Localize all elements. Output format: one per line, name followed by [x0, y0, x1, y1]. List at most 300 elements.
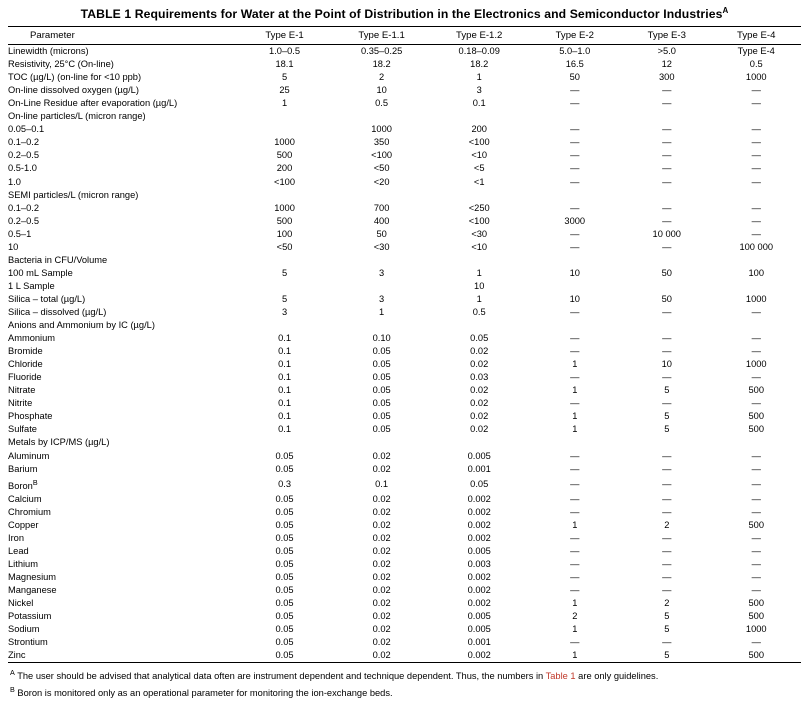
row-parameter-label: Nitrite: [8, 398, 33, 409]
row-value-cell: 200: [276, 163, 293, 174]
row-value-cell: <100: [468, 137, 490, 148]
table-row: [8, 636, 801, 649]
row-parameter-label: TOC (µg/L) (on-line for <10 ppb): [8, 72, 142, 83]
row-value-cell: 2: [572, 611, 578, 622]
row-value-cell: 12: [661, 59, 672, 70]
row-parameter-label: Bromide: [8, 346, 43, 357]
table-row: [8, 97, 801, 110]
row-parameter-label: 0.2–0.5: [8, 150, 40, 161]
row-value-cell: —: [751, 124, 761, 135]
table-row: [8, 267, 801, 280]
requirements-table: [8, 27, 801, 44]
table-body: [8, 45, 801, 662]
row-parameter-label: 0.05–0.1: [8, 124, 45, 135]
table-row: [8, 532, 801, 545]
table-row: [8, 176, 801, 189]
row-value-cell: —: [570, 333, 580, 344]
table-row: [8, 397, 801, 410]
row-value-cell: 1: [476, 72, 482, 83]
table-row: [8, 493, 801, 506]
row-value-cell: —: [570, 150, 580, 161]
row-value-cell: 1: [572, 624, 578, 635]
row-value-cell: —: [662, 307, 672, 317]
row-value-cell: 1: [572, 650, 578, 661]
row-value-cell: <20: [373, 176, 390, 187]
row-value-cell: 1000: [745, 359, 767, 370]
row-value-cell: —: [570, 572, 580, 583]
column-header-type-e12: Type E-1.2: [456, 30, 503, 42]
row-value-cell: 10: [569, 267, 580, 278]
row-value-cell: —: [662, 241, 672, 252]
table-row: [8, 558, 801, 571]
row-value-cell: —: [751, 493, 761, 504]
row-value-cell: [528, 254, 623, 267]
table-row: [8, 202, 801, 215]
row-value-cell: [237, 254, 333, 267]
row-parameter-label: Ammonium: [8, 333, 56, 344]
row-value-cell: [712, 110, 802, 123]
column-header-type-e11: Type E-1.1: [358, 30, 405, 42]
row-value-cell: —: [570, 558, 580, 569]
row-value-cell: —: [751, 585, 761, 596]
row-value-cell: 0.02: [372, 637, 391, 648]
row-value-cell: 0.05: [275, 637, 294, 648]
row-value-cell: [528, 280, 623, 293]
row-value-cell: —: [662, 333, 672, 344]
row-value-cell: —: [662, 545, 672, 556]
row-parameter-label: Magnesium: [8, 572, 57, 583]
row-value-cell: 0.001: [467, 637, 491, 648]
row-value-cell: —: [751, 150, 761, 161]
row-value-cell: 1000: [745, 293, 767, 304]
row-value-cell: —: [751, 307, 761, 317]
row-value-cell: —: [662, 372, 672, 383]
row-value-cell: 0.18–0.09: [458, 46, 500, 57]
row-value-cell: 18.2: [470, 59, 489, 70]
row-value-cell: 1: [572, 424, 578, 435]
row-value-cell: —: [662, 137, 672, 148]
footnote-marker: B: [10, 685, 15, 695]
row-value-cell: —: [662, 346, 672, 357]
row-value-cell: —: [751, 558, 761, 569]
table-row: [8, 571, 801, 584]
row-value-cell: 0.02: [372, 463, 391, 474]
row-value-cell: 0.005: [467, 450, 491, 461]
row-value-cell: —: [751, 637, 761, 648]
footnote-text: Boron is monitored only as an operational parameter for monitoring the ion-exchange beds.: [14, 688, 393, 699]
row-value-cell: —: [662, 163, 672, 174]
row-parameter-label: Iron: [8, 532, 25, 543]
row-value-cell: 0.05: [470, 478, 489, 489]
row-value-cell: >5.0: [657, 46, 676, 57]
row-value-cell: —: [662, 558, 672, 569]
row-value-cell: —: [570, 202, 580, 213]
row-value-cell: <100: [371, 150, 393, 161]
row-value-cell: 0.05: [275, 611, 294, 622]
row-value-cell: 3: [281, 307, 288, 317]
row-value-cell: 0.5: [749, 59, 763, 70]
row-value-cell: 1: [572, 359, 578, 370]
row-value-cell: 100: [748, 267, 764, 278]
row-value-cell: 0.10: [372, 333, 391, 344]
column-header-type-e2: Type E-2: [555, 30, 594, 42]
row-value-cell: 500: [748, 611, 764, 622]
row-value-cell: 1000: [371, 124, 392, 135]
row-value-cell: [431, 254, 528, 267]
row-value-cell: 0.05: [275, 624, 294, 635]
row-value-cell: [332, 254, 431, 267]
table-row: [8, 371, 801, 384]
row-value-cell: 0.05: [275, 463, 294, 474]
row-parameter-label: 0.5-1.0: [8, 163, 37, 174]
row-value-cell: 0.02: [470, 359, 489, 370]
row-value-cell: 0.02: [372, 585, 391, 596]
table-row: [8, 45, 801, 58]
row-value-cell: 500: [748, 385, 764, 396]
row-parameter-label: Bacteria in CFU/Volume: [8, 254, 108, 265]
row-parameter-label: Zinc: [8, 650, 26, 661]
row-parameter-label: Chloride: [8, 359, 43, 370]
row-value-cell: —: [662, 506, 672, 517]
row-parameter-label: Resistivity, 25°C (On-line): [8, 59, 114, 70]
row-value-cell: —: [570, 372, 580, 383]
row-value-cell: [622, 280, 711, 293]
row-value-cell: 0.003: [467, 558, 491, 569]
row-value-cell: 0.05: [275, 572, 294, 583]
row-value-cell: —: [751, 506, 761, 517]
row-value-cell: 0.02: [372, 624, 391, 635]
row-value-cell: 1: [281, 98, 288, 109]
row-value-cell: 50: [661, 267, 672, 278]
row-parameter-label: Nitrate: [8, 385, 36, 396]
row-parameter-label: Nickel: [8, 598, 34, 609]
row-value-cell: <50: [276, 241, 293, 252]
row-parameter-label: 0.5–1: [8, 228, 32, 239]
row-value-cell: 10: [474, 280, 485, 291]
row-value-cell: —: [662, 85, 672, 96]
row-value-cell: 1: [379, 307, 385, 317]
row-value-cell: [712, 189, 802, 202]
row-value-cell: —: [751, 176, 761, 187]
row-value-cell: 0.1: [278, 359, 291, 370]
table-row: [8, 319, 801, 332]
row-value-cell: —: [751, 532, 761, 543]
row-value-cell: [431, 189, 528, 202]
row-value-cell: —: [570, 478, 580, 489]
row-value-cell: 3000: [564, 215, 586, 226]
table-row: [8, 610, 801, 623]
table-row: [8, 84, 801, 97]
row-value-cell: 0.05: [372, 385, 391, 396]
row-value-cell: 0.02: [372, 450, 391, 461]
row-parameter-label: Boron$^B$: [8, 477, 38, 491]
column-header-parameter: Parameter: [30, 30, 75, 42]
row-value-cell: —: [751, 398, 761, 409]
row-value-cell: —: [662, 450, 672, 461]
row-parameter-label: 1 L Sample: [8, 280, 55, 291]
row-value-cell: —: [751, 346, 761, 357]
row-value-cell: 0.002: [467, 493, 491, 504]
row-value-cell: —: [751, 450, 761, 461]
row-value-cell: —: [570, 85, 580, 96]
row-value-cell: 5: [664, 411, 670, 422]
row-parameter-label: 10: [8, 241, 19, 252]
row-value-cell: —: [570, 506, 580, 517]
row-parameter-label: Calcium: [8, 493, 42, 504]
row-value-cell: 0.05: [275, 450, 294, 461]
row-value-cell: [431, 319, 528, 332]
row-value-cell: [622, 189, 711, 202]
row-parameter-label: Copper: [8, 519, 39, 530]
row-value-cell: 0.002: [467, 598, 491, 609]
row-value-cell: [431, 110, 528, 123]
row-value-cell: 0.1: [278, 411, 291, 422]
row-value-cell: 1.0–0.5: [269, 46, 301, 57]
footnote-text: The user should be advised that analytical data often are instrument dependent and technique dependent. Thus, the numbers in: [14, 671, 546, 682]
row-value-cell: 3: [476, 85, 482, 96]
row-value-cell: —: [751, 137, 761, 148]
row-value-cell: 0.02: [372, 598, 391, 609]
row-value-cell: 0.002: [467, 519, 491, 530]
row-parameter-label: Sodium: [8, 624, 40, 635]
row-parameter-label: Sulfate: [8, 424, 37, 435]
row-value-cell: <30: [471, 228, 488, 239]
row-value-cell: —: [662, 637, 672, 648]
row-value-cell: —: [751, 478, 761, 489]
row-value-cell: —: [570, 463, 580, 474]
row-value-cell: 0.05: [275, 532, 294, 543]
row-value-cell: 0.1: [278, 398, 291, 409]
row-value-cell: —: [751, 163, 761, 174]
row-value-cell: [237, 110, 333, 123]
row-value-cell: 0.1: [375, 478, 389, 489]
row-value-cell: —: [570, 241, 580, 252]
row-value-cell: 0.002: [467, 650, 491, 661]
row-value-cell: 1000: [745, 72, 767, 83]
row-value-cell: —: [662, 572, 672, 583]
table-row: [8, 110, 801, 123]
row-value-cell: 50: [376, 228, 387, 239]
row-value-cell: 2: [664, 519, 670, 530]
row-parameter-label: Phosphate: [8, 411, 53, 422]
row-parameter-label: 0.1–0.2: [8, 202, 40, 213]
row-value-cell: 350: [373, 137, 390, 148]
table-row: [8, 136, 801, 149]
row-value-cell: 18.1: [275, 59, 294, 70]
row-parameter-label: On-Line Residue after evaporation (µg/L): [8, 98, 178, 109]
row-value-cell: 0.02: [372, 493, 391, 504]
page-title: [8, 0, 801, 26]
table-row: [8, 358, 801, 371]
row-value-cell: 10: [661, 359, 672, 370]
row-value-cell: 5: [664, 624, 670, 635]
row-value-cell: —: [570, 163, 580, 174]
row-value-cell: 0.002: [467, 506, 491, 517]
row-value-cell: 0.3: [278, 478, 291, 489]
row-value-cell: —: [570, 493, 580, 504]
row-value-cell: 0.005: [467, 624, 491, 635]
row-value-cell: [237, 319, 333, 332]
row-value-cell: —: [751, 215, 761, 226]
table-row: [8, 71, 801, 84]
row-value-cell: —: [662, 215, 672, 226]
table-row: [8, 584, 801, 597]
row-value-cell: 0.002: [467, 572, 491, 583]
row-value-cell: 16.5: [565, 59, 584, 70]
row-value-cell: 2: [664, 598, 670, 609]
footnote-link[interactable]: Table 1: [545, 671, 576, 682]
table-row: [8, 410, 801, 423]
row-value-cell: —: [570, 137, 580, 148]
row-value-cell: 0.02: [372, 545, 391, 556]
row-value-cell: —: [570, 346, 580, 357]
row-value-cell: —: [751, 333, 761, 344]
row-value-cell: —: [662, 478, 672, 489]
row-value-cell: [431, 436, 528, 449]
row-value-cell: 10 000: [652, 228, 681, 239]
row-value-cell: —: [570, 637, 580, 648]
row-value-cell: [622, 254, 711, 267]
row-value-cell: —: [570, 398, 580, 409]
table-row: [8, 450, 801, 463]
row-value-cell: —: [662, 463, 672, 474]
row-value-cell: 5: [281, 267, 288, 278]
row-value-cell: 0.02: [470, 398, 489, 409]
row-parameter-label: Manganese: [8, 585, 57, 596]
row-value-cell: 0.02: [470, 385, 489, 396]
row-value-cell: 0.1: [472, 98, 486, 109]
table-row: [8, 476, 801, 493]
table-row: [8, 58, 801, 71]
row-value-cell: [622, 319, 711, 332]
row-value-cell: 400: [373, 215, 390, 226]
row-value-cell: [237, 280, 333, 293]
row-parameter-label: Aluminum: [8, 450, 50, 461]
row-value-cell: —: [570, 124, 580, 135]
table-row: [8, 293, 801, 306]
row-value-cell: —: [751, 463, 761, 474]
row-value-cell: —: [662, 493, 672, 504]
row-value-cell: 10: [376, 85, 387, 96]
requirements-table-body: [8, 45, 801, 662]
table-row: [8, 384, 801, 397]
row-value-cell: —: [662, 150, 672, 161]
table-row: [8, 436, 801, 449]
row-value-cell: [712, 280, 802, 293]
table-title-text: TABLE 1 Requirements for Water at the Point of Distribution in the Electronics and Semiconductor Industries: [80, 7, 723, 22]
row-parameter-label: Linewidth (microns): [8, 46, 89, 57]
row-value-cell: <250: [468, 202, 490, 213]
row-value-cell: 500: [748, 519, 764, 530]
table-row: [8, 189, 801, 202]
row-value-cell: 0.02: [470, 411, 489, 422]
column-header-type-e4: Type E-4: [737, 30, 776, 42]
row-value-cell: 0.5: [472, 307, 486, 317]
row-value-cell: 100: [276, 228, 293, 239]
row-value-cell: 0.05: [275, 585, 294, 596]
row-value-cell: —: [570, 532, 580, 543]
table-row: [8, 123, 801, 136]
row-value-cell: [332, 436, 431, 449]
column-header-type-e3: Type E-3: [647, 30, 686, 42]
table-title-superscript: A: [722, 6, 729, 15]
row-value-cell: <10: [471, 150, 488, 161]
table-row: [8, 280, 801, 293]
row-value-cell: 1: [572, 519, 578, 530]
row-value-cell: —: [570, 450, 580, 461]
row-value-cell: 0.002: [467, 532, 491, 543]
row-value-cell: <10: [471, 241, 488, 252]
row-value-cell: 0.05: [275, 545, 294, 556]
row-value-cell: 0.05: [372, 398, 391, 409]
row-value-cell: [237, 436, 333, 449]
row-value-cell: 5: [664, 424, 670, 435]
header-row: [8, 27, 801, 44]
row-value-cell: <100: [274, 176, 295, 187]
table-row: [8, 463, 801, 476]
row-value-cell: 5.0–1.0: [559, 46, 591, 57]
row-value-cell: [528, 189, 623, 202]
row-value-cell: —: [751, 545, 761, 556]
row-parameter-label: Silica – dissolved (µg/L): [8, 307, 107, 317]
row-parameter-label: Lead: [8, 545, 29, 556]
table-row: [8, 149, 801, 162]
row-value-cell: 0.02: [372, 572, 391, 583]
row-parameter-label: On-line dissolved oxygen (µg/L): [8, 85, 139, 96]
row-value-cell: —: [751, 202, 761, 213]
row-parameter-label: Anions and Ammonium by IC (µg/L): [8, 320, 155, 331]
row-value-cell: 5: [664, 611, 670, 622]
row-value-cell: 0.05: [372, 346, 391, 357]
row-value-cell: —: [570, 176, 580, 187]
row-value-cell: 0.02: [372, 506, 391, 517]
table-row: [8, 597, 801, 610]
row-value-cell: 0.005: [467, 611, 491, 622]
row-value-cell: —: [751, 85, 761, 96]
row-value-cell: 18.2: [372, 59, 391, 70]
row-value-cell: —: [662, 176, 672, 187]
row-value-cell: 1000: [745, 624, 767, 635]
table-row: [8, 345, 801, 358]
row-value-cell: 0.02: [470, 424, 489, 435]
row-value-cell: 3: [379, 293, 385, 304]
row-parameter-label: 0.2–0.5: [8, 215, 40, 226]
row-value-cell: —: [662, 98, 672, 109]
row-value-cell: 0.02: [372, 650, 391, 661]
row-value-cell: 1: [476, 267, 482, 278]
row-value-cell: 0.002: [467, 585, 491, 596]
row-value-cell: <1: [473, 176, 485, 187]
table-row: [8, 332, 801, 345]
row-value-cell: 0.05: [275, 598, 294, 609]
row-parameter-label: 1.0: [8, 176, 21, 187]
table-row: [8, 649, 801, 662]
row-value-cell: 25: [279, 85, 290, 96]
row-value-cell: —: [570, 98, 580, 109]
row-value-cell: 500: [748, 411, 764, 422]
row-value-cell: 0.05: [372, 411, 391, 422]
row-value-cell: —: [570, 307, 580, 317]
row-value-cell: 0.05: [372, 359, 391, 370]
row-value-cell: 500: [276, 215, 293, 226]
row-value-cell: [332, 319, 431, 332]
row-value-cell: 500: [748, 424, 764, 435]
footnote-marker: A: [10, 668, 15, 678]
row-value-cell: 5: [664, 650, 670, 661]
row-value-cell: Type E-4: [737, 46, 775, 57]
row-value-cell: —: [662, 398, 672, 409]
row-value-cell: 200: [471, 124, 487, 135]
